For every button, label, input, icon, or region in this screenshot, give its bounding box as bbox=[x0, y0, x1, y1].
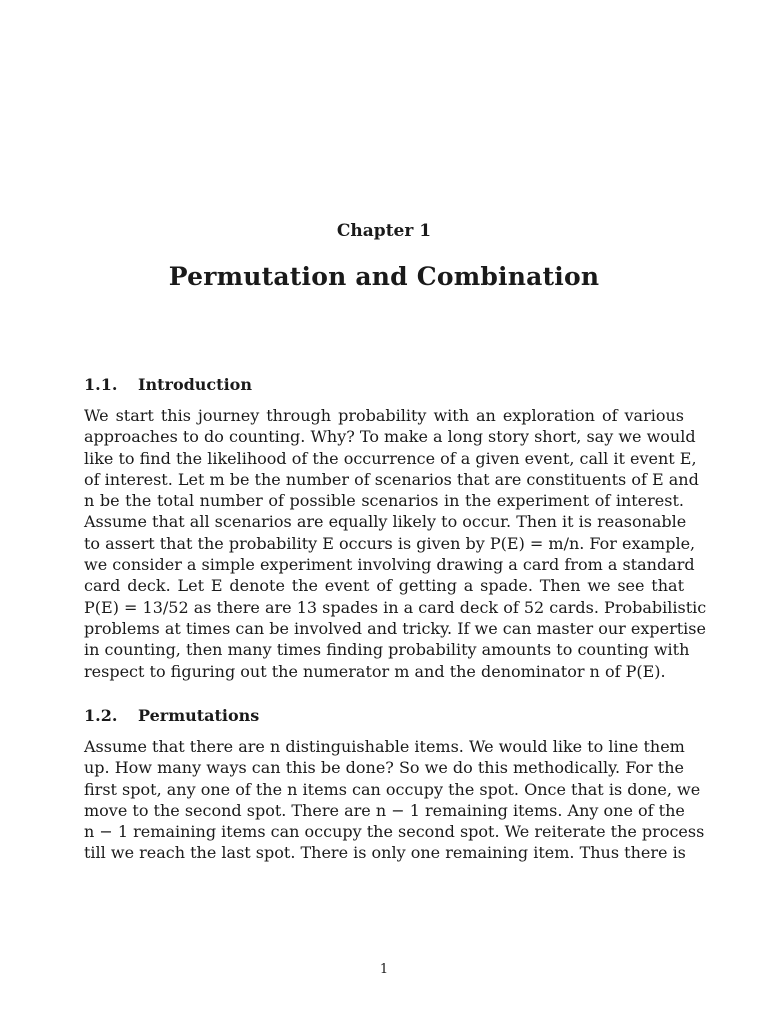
paragraph-line: card deck. Let E denote the event of getting a spade. Then we see that bbox=[84, 576, 684, 596]
chapter-title: Permutation and Combination bbox=[168, 262, 600, 291]
paragraph-line: of interest. Let m be the number of scenarios that are constituents of E and bbox=[84, 469, 699, 489]
section-heading-introduction bbox=[84, 375, 252, 394]
section-title: Permutations bbox=[138, 706, 260, 725]
paragraph-line: like to find the likelihood of the occurrence of a given event, call it event E, bbox=[84, 448, 697, 468]
paragraph-line: in counting, then many times finding probability amounts to counting with bbox=[84, 640, 690, 660]
section-heading-permutations bbox=[84, 706, 259, 725]
section-number: 1.2. bbox=[84, 706, 118, 725]
paragraph-line: first spot, any one of the n items can occupy the spot. Once that is done, we bbox=[84, 779, 701, 799]
paragraph-line: we consider a simple experiment involving drawing a card from a standard bbox=[84, 555, 695, 575]
paragraph-line: P(E) = 13/52 as there are 13 spades in a card deck of 52 cards. Probabilistic bbox=[84, 597, 707, 617]
paragraph-line: n be the total number of possible scenarios in the experiment of interest. bbox=[84, 491, 684, 511]
paragraph-line: We start this journey through probability with an exploration of various bbox=[84, 406, 684, 425]
paragraph-line: problems at times can be involved and tricky. If we can master our expertise bbox=[84, 618, 706, 638]
paragraph-line: n − 1 remaining items can occupy the second spot. We reiterate the process bbox=[84, 822, 705, 842]
paragraph-line: Assume that there are n distinguishable items. We would like to line them bbox=[84, 737, 685, 756]
paragraph-line: move to the second spot. There are n − 1 remaining items. Any one of the bbox=[84, 800, 685, 820]
chapter-label: Chapter 1 bbox=[336, 221, 432, 241]
section-number: 1.1. bbox=[84, 375, 118, 394]
section-title: Introduction bbox=[138, 375, 252, 394]
paragraph-line: till we reach the last spot. There is only one remaining item. Thus there is bbox=[84, 843, 686, 863]
page-number: 1 bbox=[379, 962, 389, 977]
paragraph-line: up. How many ways can this be done? So we do this methodically. For the bbox=[84, 758, 684, 778]
permutations-paragraph bbox=[84, 736, 705, 864]
introduction-paragraph bbox=[84, 405, 707, 682]
paragraph-line: Assume that all scenarios are equally likely to occur. Then it is reasonable bbox=[84, 512, 687, 532]
paragraph-line: respect to figuring out the numerator m and the denominator n of P(E). bbox=[84, 661, 666, 681]
paragraph-line: to assert that the probability E occurs is given by P(E) = m/n. For example, bbox=[84, 533, 696, 553]
paragraph-line: approaches to do counting. Why? To make a long story short, say we would bbox=[84, 427, 696, 447]
